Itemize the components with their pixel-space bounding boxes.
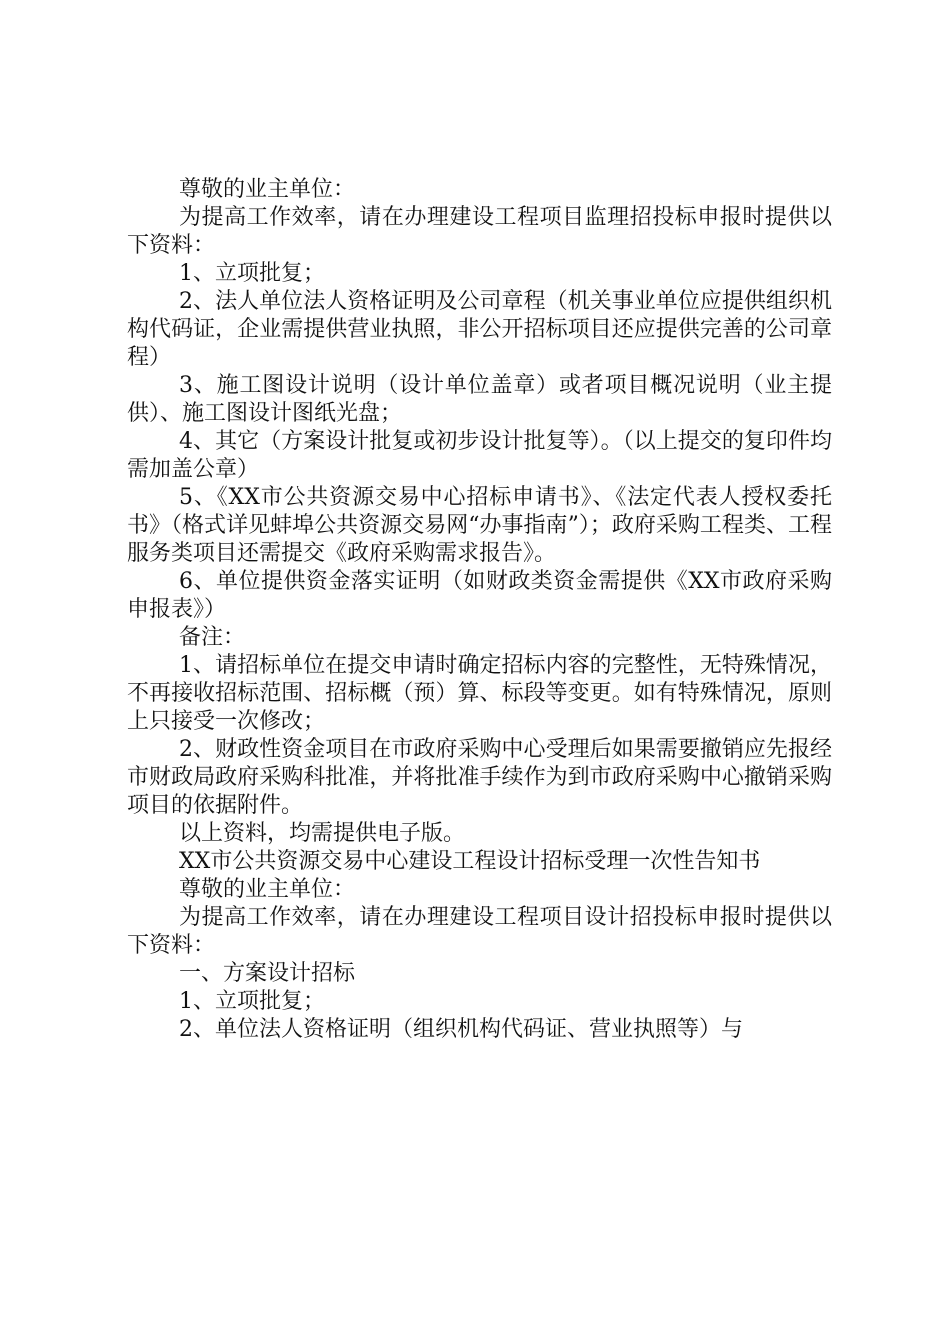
salutation: 尊敬的业主单位：	[179, 177, 356, 202]
section-title: XX市公共资源交易中心建设工程设计招标受理一次性告知书	[179, 849, 761, 874]
remark-item: 1、请招标单位在提交申请时确定招标内容的完整性，无特殊情况，不再接收招标范围、招标概（预）算、标段等变更。如有特殊情况，原则上只接受一次修改；	[127, 653, 832, 734]
remarks-heading: 备注：	[179, 625, 246, 650]
list-item: 3、施工图设计说明（设计单位盖章）或者项目概况说明（业主提供）、施工图设计图纸光盘；	[127, 373, 832, 426]
list-item: 1、立项批复；	[179, 261, 325, 286]
list-item: 2、单位法人资格证明（组织机构代码证、营业执照等）与	[179, 1017, 743, 1042]
intro-paragraph: 为提高工作效率，请在办理建设工程项目监理招投标申报时提供以下资料：	[127, 205, 832, 258]
intro-paragraph: 为提高工作效率，请在办理建设工程项目设计招投标申报时提供以下资料：	[127, 905, 832, 958]
remark-item: 2、财政性资金项目在市政府采购中心受理后如果需要撤销应先报经市财政局政府采购科批准，并将批准手续作为到市政府采购中心撤销采购项目的依据附件。	[127, 737, 832, 818]
list-item: 1、立项批复；	[179, 989, 325, 1014]
list-item: 2、法人单位法人资格证明及公司章程（机关事业单位应提供组织机构代码证，企业需提供营业执照，非公开招标项目还应提供完善的公司章程）	[127, 289, 832, 370]
list-item: 4、其它（方案设计批复或初步设计批复等）。（以上提交的复印件均需加盖公章）	[127, 429, 832, 482]
document-body	[127, 176, 832, 1044]
list-item: 5、《XX市公共资源交易中心招标申请书》、《法定代表人授权委托书》（格式详见蚌埠公共资源交易网“办事指南”）；政府采购工程类、工程服务类项目还需提交《政府采购需求报告》。	[127, 485, 832, 566]
subsection-heading: 一、方案设计招标	[179, 961, 356, 986]
list-item: 6、单位提供资金落实证明（如财政类资金需提供《XX市政府采购申报表》）	[127, 569, 832, 622]
salutation: 尊敬的业主单位：	[179, 877, 356, 902]
note-paragraph: 以上资料，均需提供电子版。	[179, 821, 466, 846]
